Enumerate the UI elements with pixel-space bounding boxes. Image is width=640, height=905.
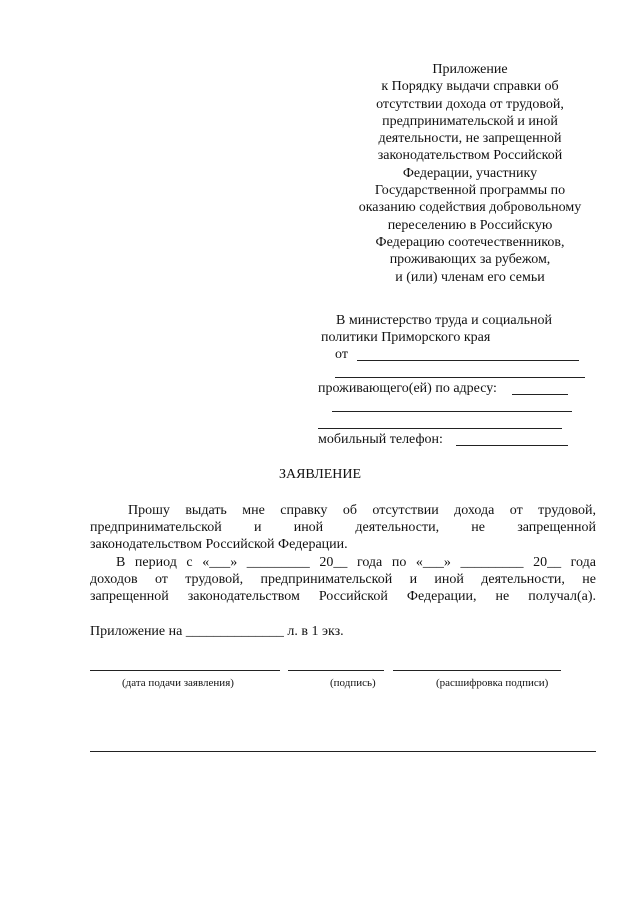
appendix-line: Государственной программы по	[374, 183, 566, 199]
statement-p1-line1: Прошу выдать мне справку об отсутствии дохода от трудовой,	[128, 503, 596, 518]
appendix-line: и (или) членам его семьи	[395, 269, 545, 285]
from-name-field[interactable]	[357, 360, 579, 361]
appendix-line: Федерацию соотечественников,	[375, 234, 565, 250]
appendix-line: переселению в Российскую	[387, 217, 553, 233]
addressee-line-1: В министерство труда и социальной	[336, 313, 553, 328]
appendix-line: проживающих за рубежом,	[389, 252, 551, 268]
appendix-title: Приложение	[432, 62, 508, 77]
appendix-line: оказанию содействия добровольному	[358, 200, 582, 216]
signature-caption: (подпись)	[330, 677, 376, 689]
from-label: от	[335, 347, 348, 362]
bottom-rule	[90, 751, 596, 752]
statement-p2-line1: В период с «___» _________ 20__ года по «___» _________ 20__ года	[116, 555, 596, 570]
date-signature-field[interactable]	[90, 670, 280, 671]
decode-signature-field[interactable]	[393, 670, 561, 671]
statement-p1-line2: предпринимательской и иной деятельности, не запрещенной	[90, 520, 596, 535]
address-field[interactable]	[512, 394, 568, 395]
appendix-line: к Порядку выдачи справки об	[381, 79, 559, 95]
phone-label: мобильный телефон:	[318, 432, 443, 447]
statement-p1-line3: законодательством Российской Федерации.	[90, 537, 348, 552]
signature-field[interactable]	[288, 670, 384, 671]
statement-p2-line2: доходов от трудовой, предпринимательской и иной деятельности, не	[90, 572, 596, 587]
address-field-3[interactable]	[318, 428, 562, 429]
appendix-line: деятельности, не запрещенной	[378, 131, 562, 147]
attachment-line: Приложение на ______________ л. в 1 экз.	[90, 624, 344, 639]
appendix-line: отсутствии дохода от трудовой,	[376, 96, 564, 112]
appendix-header	[330, 61, 610, 286]
appendix-line: Федерации, участнику	[402, 165, 538, 181]
decode-caption: (расшифровка подписи)	[436, 677, 549, 689]
statement-title: ЗАЯВЛЕНИЕ	[278, 467, 362, 482]
from-name-field-2[interactable]	[335, 377, 585, 378]
address-label: проживающего(ей) по адресу:	[318, 381, 497, 396]
appendix-line: законодательством Российской	[377, 148, 563, 164]
address-field-2[interactable]	[332, 411, 572, 412]
phone-field[interactable]	[456, 445, 568, 446]
statement-p2-line3: запрещенной законодательством Российской Федерации, не получал(а).	[90, 589, 596, 604]
appendix-line: предпринимательской и иной	[382, 113, 558, 129]
date-caption: (дата подачи заявления)	[122, 677, 234, 689]
addressee-line-2: политики Приморского края	[321, 330, 491, 345]
